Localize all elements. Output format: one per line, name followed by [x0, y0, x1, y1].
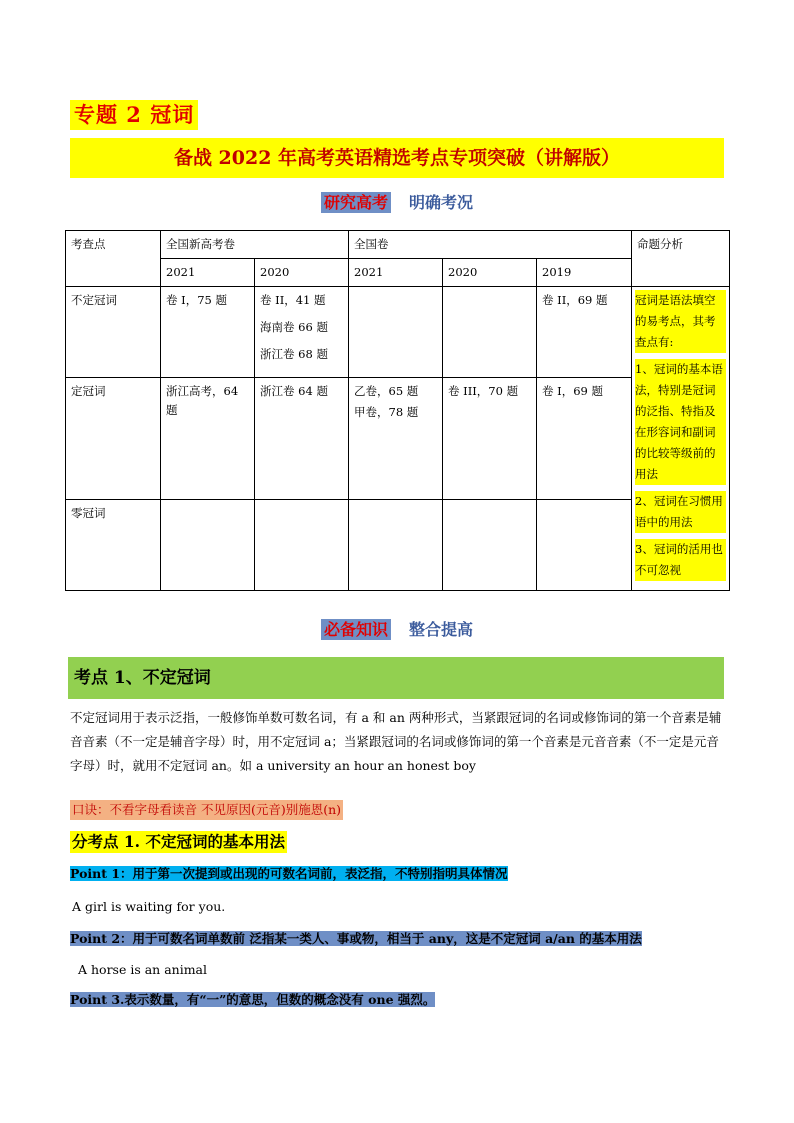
analysis-cell — [632, 287, 730, 591]
kp1-title: 考点 1、不定冠词 — [68, 657, 724, 699]
point-1 — [70, 864, 508, 884]
point-3 — [70, 990, 435, 1010]
table-cell — [349, 377, 443, 500]
cell-text: 卷 III，70 题 — [448, 383, 519, 398]
cell-text: 甲卷，78 题 — [354, 404, 419, 419]
year-cell: 2020 — [443, 259, 537, 287]
cell-text: 海南卷 66 题 — [260, 320, 328, 334]
mnemonic: 口诀：不看字母看读音 不见原因(元音)别施恩(n) — [70, 800, 343, 820]
kp1-paragraph: 不定冠词用于表示泛指，一般修饰单数可数名词，有 a 和 an 两种形式，当紧跟冠词的名词或修饰词的第一个音素是辅音音素（不一定是辅音字母）时，用不定冠词 a；当紧跟冠词的名词或修饰词的第一个音素是元音音素（不一定是元音字母）时，就用不定冠词 an。如 a university an hour an honest boy — [70, 710, 722, 773]
analysis-line: 1、冠词的基本语法，特别是冠词的泛指、特指及在形容词和副词的比较等级前的用法 — [635, 359, 726, 485]
analysis-line: 冠词是语法填空的易考点，其考查点有: — [635, 290, 726, 353]
cell-text: 卷 II，69 题 — [542, 293, 608, 307]
topic-title: 专题 2 冠词 — [70, 100, 198, 130]
point-2-text: Point 2：用于可数名词单数前 泛指某一类人、事或物，相当于 any，这是不定冠词 a/an 的基本用法 — [70, 931, 642, 946]
header-national-exam: 全国卷 — [349, 231, 632, 259]
cell-text: 卷 II，41 题 — [260, 293, 326, 307]
point-1-text: Point 1：用于第一次提到或出现的可数名词前，表泛指，不特别指明具体情况 — [70, 866, 508, 881]
table-cell — [255, 287, 349, 378]
section-heading-research-a: 研究高考 — [321, 192, 391, 213]
table-cell — [537, 500, 632, 591]
table-cell — [443, 287, 537, 378]
header-point: 考查点 — [66, 231, 161, 287]
analysis-line: 3、冠词的活用也不可忽视 — [635, 539, 726, 581]
table-cell — [443, 377, 537, 500]
header-analysis: 命题分析 — [632, 231, 730, 287]
table-cell — [161, 377, 255, 500]
row-label: 零冠词 — [66, 500, 161, 591]
cell-text: 乙卷，65 题 — [354, 383, 419, 398]
example-1: A girl is waiting for you. — [72, 899, 226, 914]
analysis-line: 2、冠词在习惯用语中的用法 — [635, 491, 726, 533]
example-2: A horse is an animal — [78, 962, 208, 977]
year-cell: 2020 — [255, 259, 349, 287]
year-cell: 2021 — [161, 259, 255, 287]
section-heading-knowledge-a: 必备知识 — [321, 619, 391, 640]
table-cell — [349, 500, 443, 591]
table-cell — [161, 287, 255, 378]
section-heading-knowledge-b: 整合提高 — [409, 620, 474, 639]
point-2 — [70, 929, 642, 949]
exam-table — [65, 230, 730, 591]
point-3-text: Point 3.表示数量，有“一”的意思，但数的概念没有 one 强烈。 — [70, 992, 436, 1007]
row-label: 不定冠词 — [66, 287, 161, 378]
year-cell: 2021 — [349, 259, 443, 287]
table-cell — [537, 377, 632, 500]
cell-text: 浙江高考，64 题 — [166, 383, 239, 417]
table-cell — [255, 377, 349, 500]
section-heading-knowledge — [0, 617, 794, 640]
table-cell — [537, 287, 632, 378]
table-cell — [443, 500, 537, 591]
cell-text: 卷 I，69 题 — [542, 383, 603, 398]
cell-text: 浙江卷 64 题 — [260, 383, 328, 398]
cell-text: 浙江卷 68 题 — [260, 347, 328, 361]
year-cell: 2019 — [537, 259, 632, 287]
section-heading-research-b: 明确考况 — [409, 193, 474, 212]
table-cell — [161, 500, 255, 591]
table-cell — [349, 287, 443, 378]
cell-text: 卷 I，75 题 — [166, 293, 227, 307]
table-cell — [255, 500, 349, 591]
row-label: 定冠词 — [66, 377, 161, 500]
header-new-exam: 全国新高考卷 — [161, 231, 349, 259]
section-heading-research — [0, 190, 794, 213]
sub-point-title: 分考点 1. 不定冠词的基本用法 — [72, 832, 285, 851]
banner-title: 备战 2022 年高考英语精选考点专项突破（讲解版） — [70, 138, 724, 178]
